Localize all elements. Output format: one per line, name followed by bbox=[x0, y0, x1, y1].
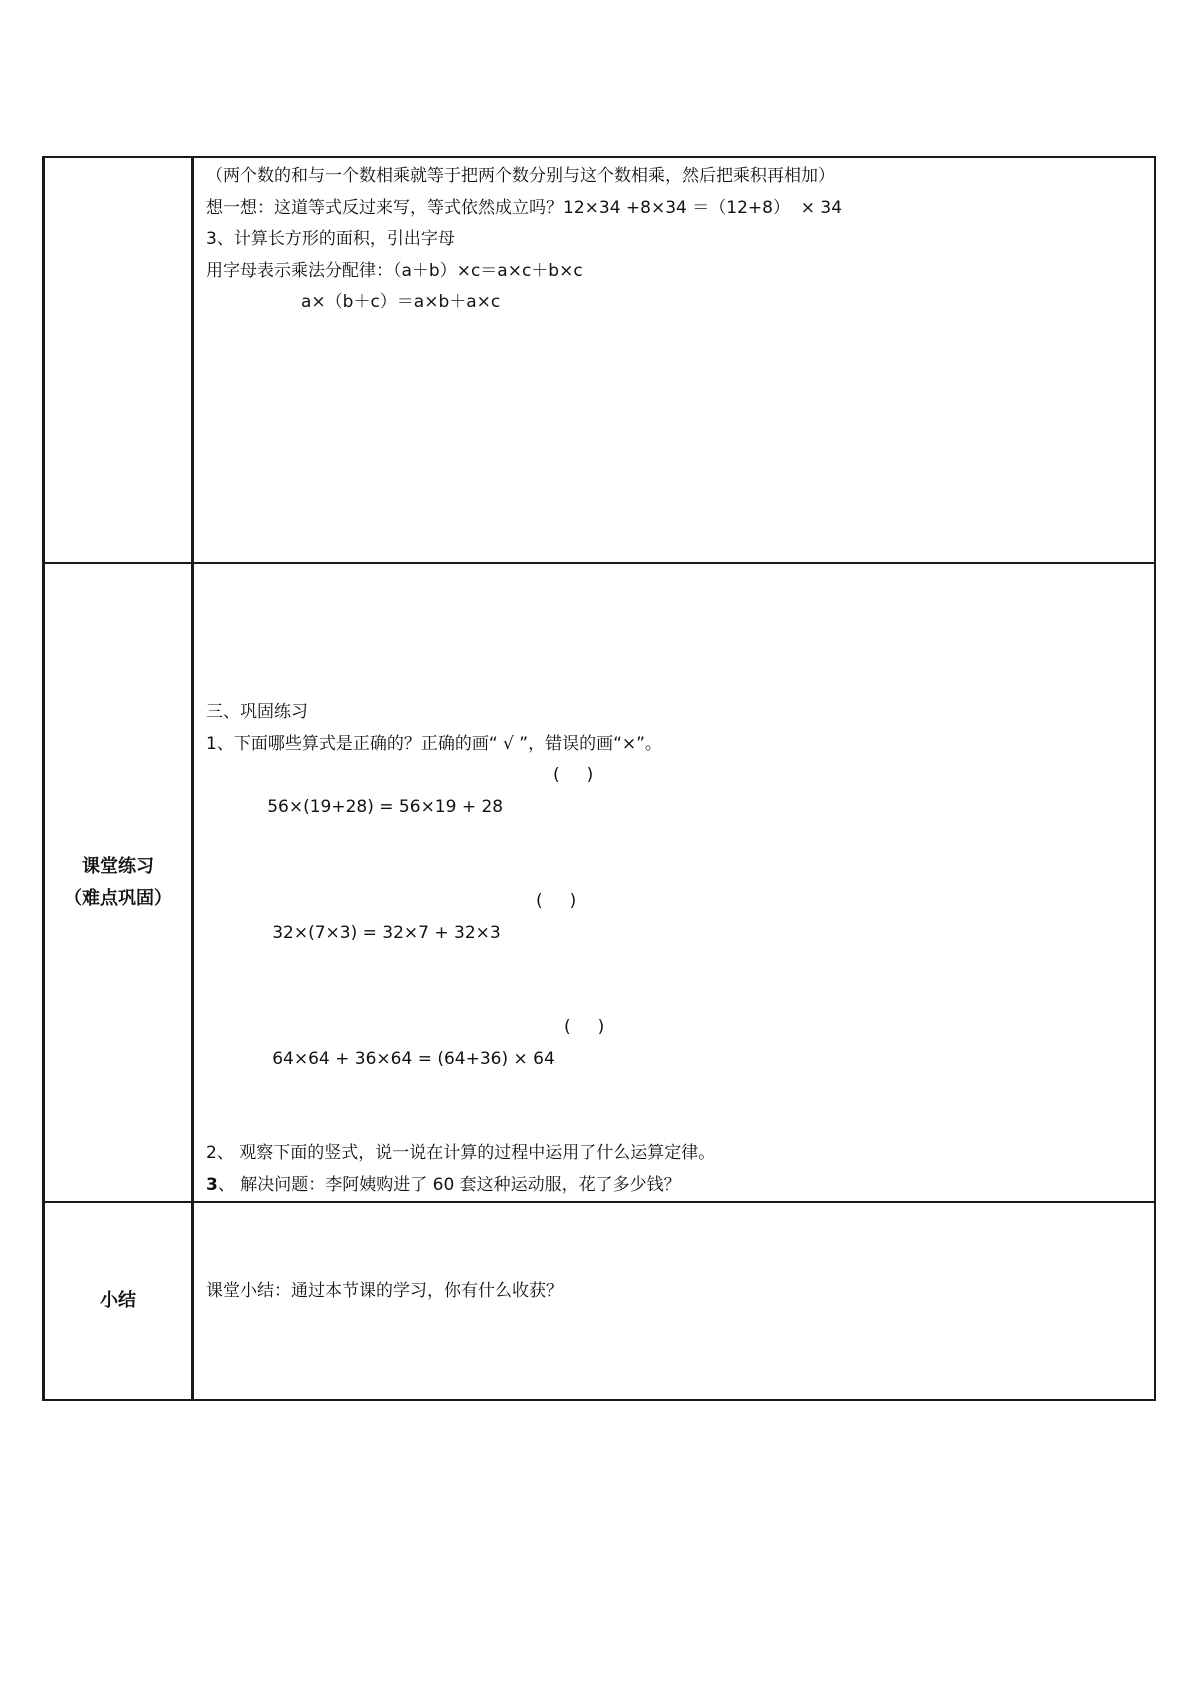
exercise-expression: 32×(7×3) = 32×7 + 32×3 bbox=[272, 922, 501, 943]
table-row bbox=[44, 563, 1156, 1202]
answer-blank: ( ) bbox=[564, 1017, 605, 1037]
text-line: 用字母表示乘法分配律：（a＋b）×c＝a×c＋b×c bbox=[206, 260, 583, 281]
question-2: 2、 观察下面的竖式，说一说在计算的过程中运用了什么运算定律。 bbox=[206, 1143, 716, 1163]
row-label-classroom-practice bbox=[44, 563, 193, 1202]
question-3-text: 、 解决问题：李阿姨购进了 60 套这种运动服，花了多少钱？ bbox=[217, 1174, 681, 1195]
text-line: a×（b＋c）＝a×b＋a×c bbox=[301, 292, 501, 312]
text-line: （两个数的和与一个数相乘就等于把两个数分别与这个数相乘，然后把乘积再相加） bbox=[206, 166, 835, 186]
label-line: （难点巩固） bbox=[64, 887, 172, 909]
text-line: 3、计算长方形的面积，引出字母 bbox=[206, 229, 455, 249]
row-content-summary bbox=[193, 1202, 1156, 1400]
question-3 bbox=[206, 1170, 1146, 1202]
section-heading: 三、巩固练习 bbox=[206, 702, 308, 722]
answer-blank: ( ) bbox=[553, 765, 594, 785]
question-1: 1、下面哪些算式是正确的？正确的画“ √ ”，错误的画“×”。 bbox=[206, 733, 662, 754]
label-line: 小结 bbox=[100, 1290, 136, 1311]
label-line: 课堂练习 bbox=[82, 855, 154, 877]
summary-text: 课堂小结：通过本节课的学习，你有什么收获？ bbox=[206, 1281, 563, 1301]
exercise-expression: 64×64 + 36×64 = (64+36) × 64 bbox=[272, 1048, 555, 1069]
row-content-practice bbox=[193, 563, 1156, 1202]
answer-blank: ( ) bbox=[536, 891, 577, 911]
exercise-row bbox=[206, 1012, 1146, 1138]
row-label-empty bbox=[44, 157, 193, 563]
exercise-row bbox=[206, 760, 1146, 886]
text-line: 想一想：这道等式反过来写，等式依然成立吗？12×34 +8×34 ＝（12+8） × 34 bbox=[206, 197, 843, 218]
table-row bbox=[44, 157, 1156, 563]
question-3-number: 3 bbox=[206, 1174, 218, 1195]
table-row bbox=[44, 1202, 1156, 1400]
exercise-expression: 56×(19+28) = 56×19 + 28 bbox=[267, 796, 504, 817]
row-content-distributive-law bbox=[193, 157, 1156, 563]
row-label-summary bbox=[44, 1202, 193, 1400]
lesson-plan-table bbox=[42, 156, 1156, 1401]
exercise-row bbox=[206, 886, 1146, 1012]
